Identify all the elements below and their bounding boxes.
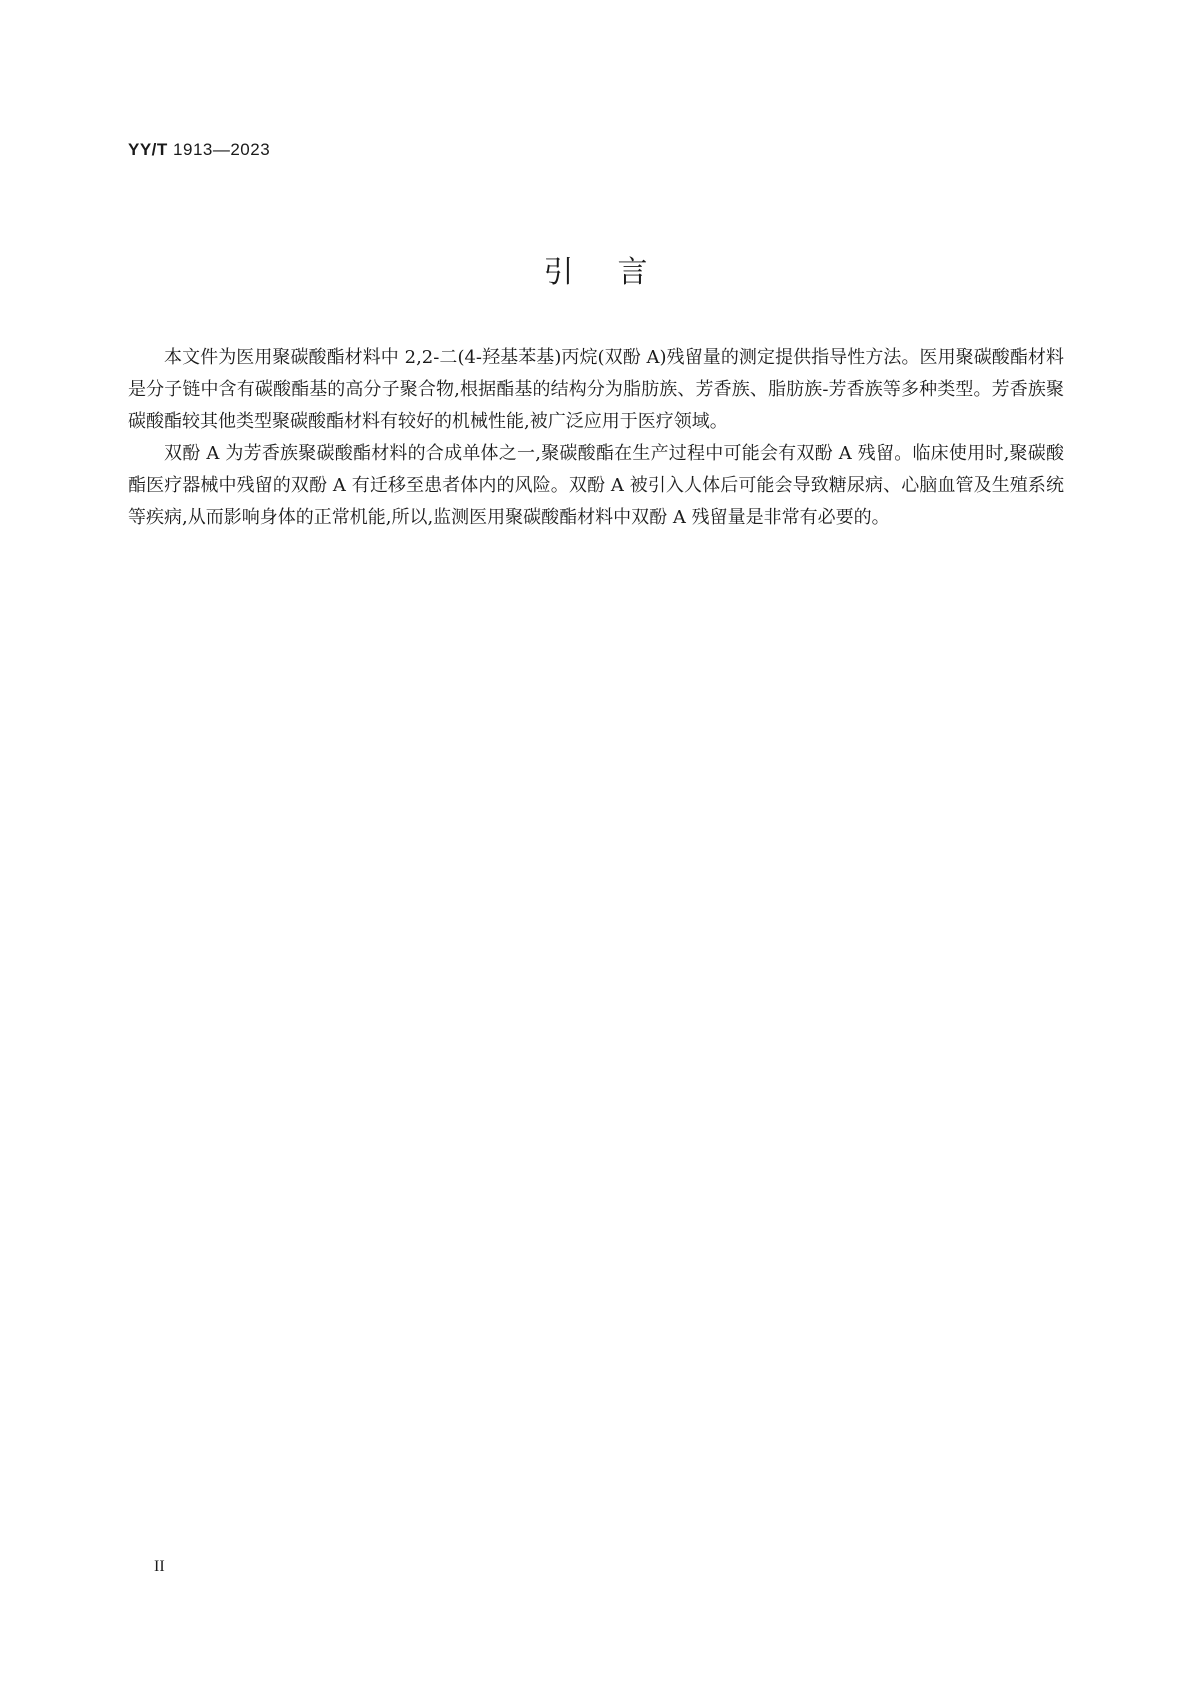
introduction-body [128, 342, 1064, 534]
standard-code [128, 140, 270, 160]
page-title: 引言 [543, 255, 692, 290]
standard-number: 1913—2023 [173, 140, 271, 159]
paragraph: 双酚 A 为芳香族聚碳酸酯材料的合成单体之一,聚碳酸酯在生产过程中可能会有双酚 A 残留。临床使用时,聚碳酸酯医疗器械中残留的双酚 A 有迁移至患者体内的风险。双酚 A 被引入人体后可能会导致糖尿病、心脑血管及生殖系统等疾病,从而影响身体的正常机能,所以,监测医用聚碳酸酯材料中双酚 A 残留量是非常有必要的。 [128, 443, 1064, 528]
standard-prefix: YY/T [128, 140, 168, 159]
paragraph: 本文件为医用聚碳酸酯材料中 2,2-二(4-羟基苯基)丙烷(双酚 A)残留量的测定提供指导性方法。医用聚碳酸酯材料是分子链中含有碳酸酯基的高分子聚合物,根据酯基的结构分为脂肪族、芳香族、脂肪族-芳香族等多种类型。芳香族聚碳酸酯较其他类型聚碳酸酯材料有较好的机械性能,被广泛应用于医疗领域。 [128, 347, 1064, 432]
page-number: II [154, 1558, 165, 1575]
